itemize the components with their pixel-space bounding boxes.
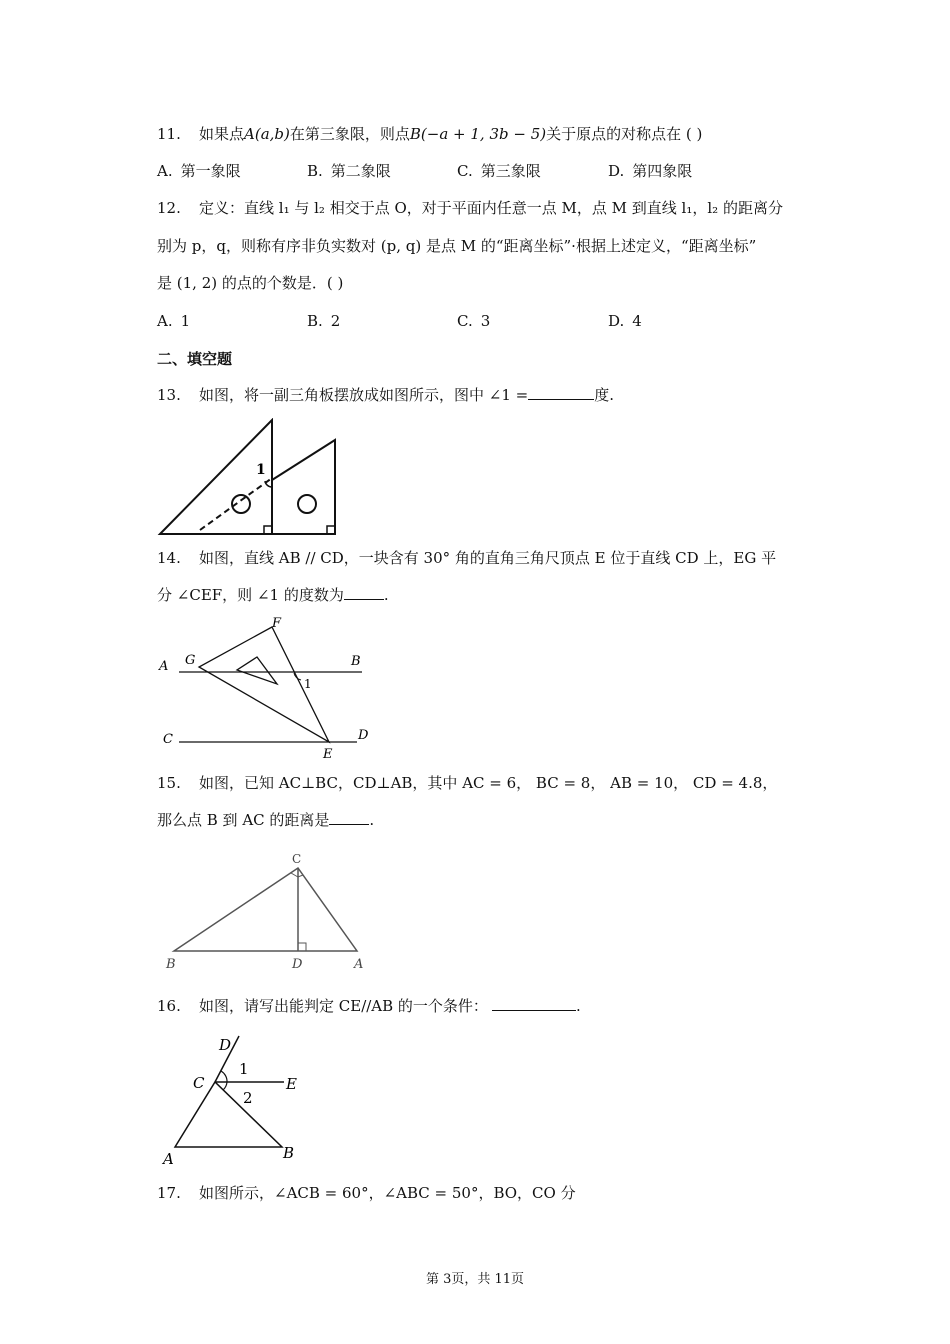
figure-set-squares — [157, 418, 342, 538]
triangle-abc — [175, 1082, 282, 1147]
angle-arc-2 — [223, 1082, 227, 1090]
label-a: A — [159, 659, 169, 674]
figure-transversal — [157, 1032, 317, 1172]
question-11-stem: 11. 如果点A(a,b)在第三象限，则点B(−a + 1, 3b − 5)关于原点的对称点在 ( ) — [157, 125, 703, 143]
hole-right — [298, 495, 316, 513]
label-e: E — [286, 1075, 297, 1093]
question-13-stem: 13. 如图，将一副三角板摆放成如图所示，图中 ∠1 = 度. — [157, 386, 614, 404]
right-angle-mark-left — [264, 526, 272, 534]
question-12-line3: 是 (1, 2) 的点的个数是．( ) — [157, 274, 344, 292]
answer-blank[interactable] — [329, 810, 369, 825]
question-14-line2: 分 ∠CEF，则 ∠1 的度数为 . — [157, 586, 389, 604]
label-1: 1 — [304, 677, 312, 691]
question-number: 12. — [157, 199, 181, 217]
question-12-line1: 12. 定义：直线 l₁ 与 l₂ 相交于点 O，对于平面内任意一点 M，点 M 到直线 l₁，l₂ 的距离分 — [157, 199, 783, 217]
question-14-line1: 14. 如图，直线 AB // CD，一块含有 30° 角的直角三角尺顶点 E 位于直线 CD 上，EG 平 — [157, 549, 777, 567]
option-d: D. 4 — [608, 312, 642, 330]
question-15-line1: 15. 如图，已知 AC⊥BC，CD⊥AB，其中 AC = 6， BC = 8， AB = 10， CD = 4.8， — [157, 774, 778, 792]
question-number: 15. — [157, 774, 181, 792]
page-footer: 第 3页，共 11页 — [425, 1272, 525, 1287]
question-16-stem: 16. 如图，请写出能判定 CE//AB 的一个条件： . — [157, 997, 581, 1015]
right-angle-mark-d — [298, 943, 306, 951]
label-b: B — [166, 957, 176, 972]
label-d: D — [219, 1036, 232, 1054]
section-title: 二、填空题 — [157, 350, 233, 368]
option-b: B. 2 — [307, 312, 341, 330]
option-a: A. 第一象限 — [157, 162, 241, 180]
option-c: C. 3 — [457, 312, 491, 330]
triangle-abc — [174, 868, 357, 951]
label-g: G — [185, 653, 196, 668]
label-a: A — [163, 1150, 174, 1168]
answer-blank[interactable] — [528, 385, 594, 400]
label-d: D — [292, 957, 303, 972]
option-a: A. 1 — [157, 312, 191, 330]
right-angle-mark-right — [327, 526, 335, 534]
option-c: C. 第三象限 — [457, 162, 541, 180]
question-12-line2: 别为 p，q，则称有序非负实数对 (p, q) 是点 M 的“距离坐标”·根据上述定义，“距离坐标” — [157, 237, 757, 255]
answer-blank[interactable] — [344, 585, 384, 600]
label-c: C — [163, 732, 173, 747]
question-number: 16. — [157, 997, 181, 1015]
dashed-edge — [200, 478, 272, 530]
question-number: 13. — [157, 386, 181, 404]
answer-blank[interactable] — [492, 996, 576, 1011]
question-number: 14. — [157, 549, 181, 567]
figure-right-triangle — [157, 848, 382, 973]
label-b: B — [283, 1144, 295, 1162]
angle-label-1: 1 — [256, 462, 266, 478]
label-a: A — [354, 957, 364, 972]
question-number: 17. — [157, 1184, 181, 1202]
option-b: B. 第二象限 — [307, 162, 391, 180]
label-d: D — [358, 728, 369, 743]
label-1: 1 — [239, 1060, 249, 1078]
label-c: C — [292, 852, 302, 866]
label-2: 2 — [243, 1089, 253, 1107]
small-triangle — [272, 440, 335, 534]
angle-arc-1 — [221, 1071, 227, 1082]
label-e: E — [323, 747, 333, 762]
label-b: B — [351, 654, 361, 669]
question-number: 11. — [157, 125, 181, 143]
question-15-line2: 那么点 B 到 AC 的距离是 . — [157, 811, 375, 829]
figure-parallel-lines — [157, 612, 377, 762]
inner-triangle — [237, 657, 277, 684]
question-17-stem: 17. 如图所示，∠ACB = 60°，∠ABC = 50°，BO，CO 分 — [157, 1184, 576, 1202]
option-d: D. 第四象限 — [608, 162, 693, 180]
label-f: F — [272, 616, 282, 631]
label-c: C — [193, 1074, 205, 1092]
